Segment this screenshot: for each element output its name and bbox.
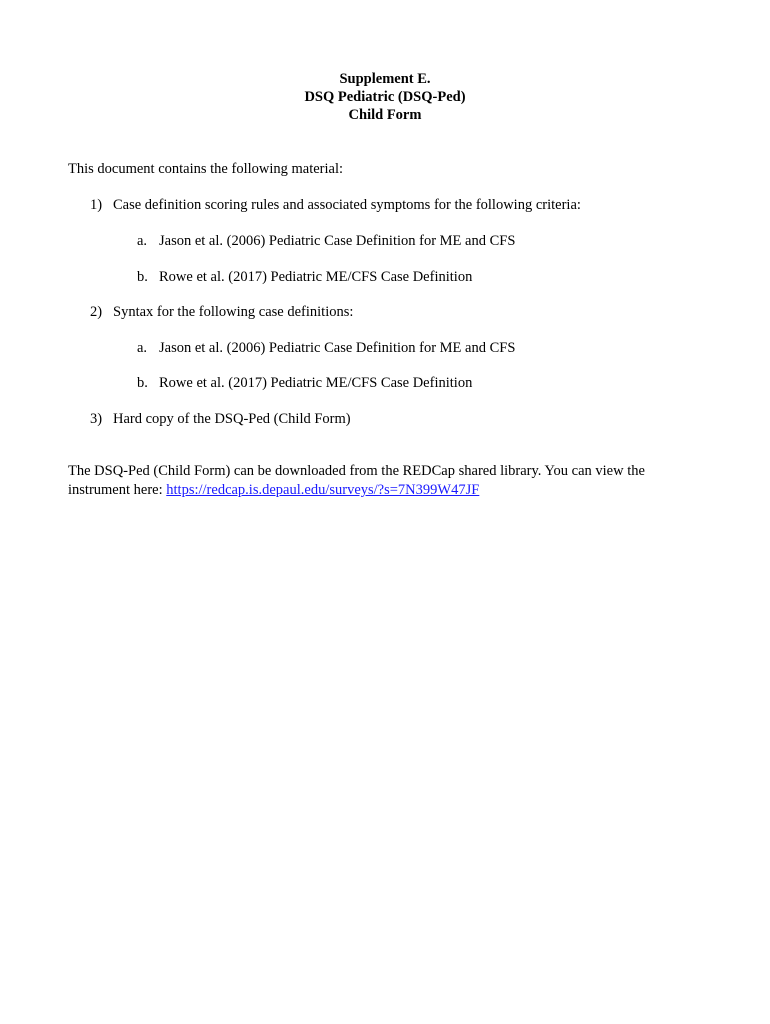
list-item-1 <box>90 196 581 214</box>
subitem-letter: b. <box>137 269 148 285</box>
list-item-number: 2) <box>90 304 103 320</box>
subitem-letter: b. <box>137 375 148 391</box>
list-item-number: 3) <box>90 411 103 427</box>
list-item-number: 1) <box>90 197 103 213</box>
intro-paragraph: This document contains the following material: <box>68 161 344 177</box>
title-line-dsq-pediatric: DSQ Pediatric (DSQ-Ped) <box>304 89 466 105</box>
list-item-text: Hard copy of the DSQ-Ped (Child Form) <box>113 411 351 427</box>
list-item-1b <box>137 268 472 286</box>
list-item-text: Syntax for the following case definitions: <box>113 304 354 320</box>
document-title <box>0 70 770 124</box>
list-item-3 <box>90 410 351 428</box>
subitem-text: Rowe et al. (2017) Pediatric ME/CFS Case Definition <box>159 269 473 285</box>
list-item-2a <box>137 339 515 357</box>
subitem-text: Jason et al. (2006) Pediatric Case Definition for ME and CFS <box>159 340 516 356</box>
subitem-text: Jason et al. (2006) Pediatric Case Definition for ME and CFS <box>159 233 516 249</box>
list-item-1a <box>137 232 515 250</box>
subitem-letter: a. <box>137 340 148 356</box>
title-line-child-form: Child Form <box>348 107 422 123</box>
list-item-text: Case definition scoring rules and associated symptoms for the following criteria: <box>113 197 581 213</box>
download-paragraph-text: The DSQ-Ped (Child Form) can be downloaded from the REDCap shared library. You can view the instrument here: <box>68 463 645 498</box>
list-item-2 <box>90 303 353 321</box>
subitem-text: Rowe et al. (2017) Pediatric ME/CFS Case Definition <box>159 375 473 391</box>
subitem-letter: a. <box>137 233 148 249</box>
download-paragraph <box>68 462 708 500</box>
list-item-2b <box>137 374 472 392</box>
redcap-survey-link[interactable]: https://redcap.is.depaul.edu/surveys/?s=7N399W47JF <box>166 482 480 498</box>
title-line-supplement: Supplement E. <box>339 71 431 87</box>
